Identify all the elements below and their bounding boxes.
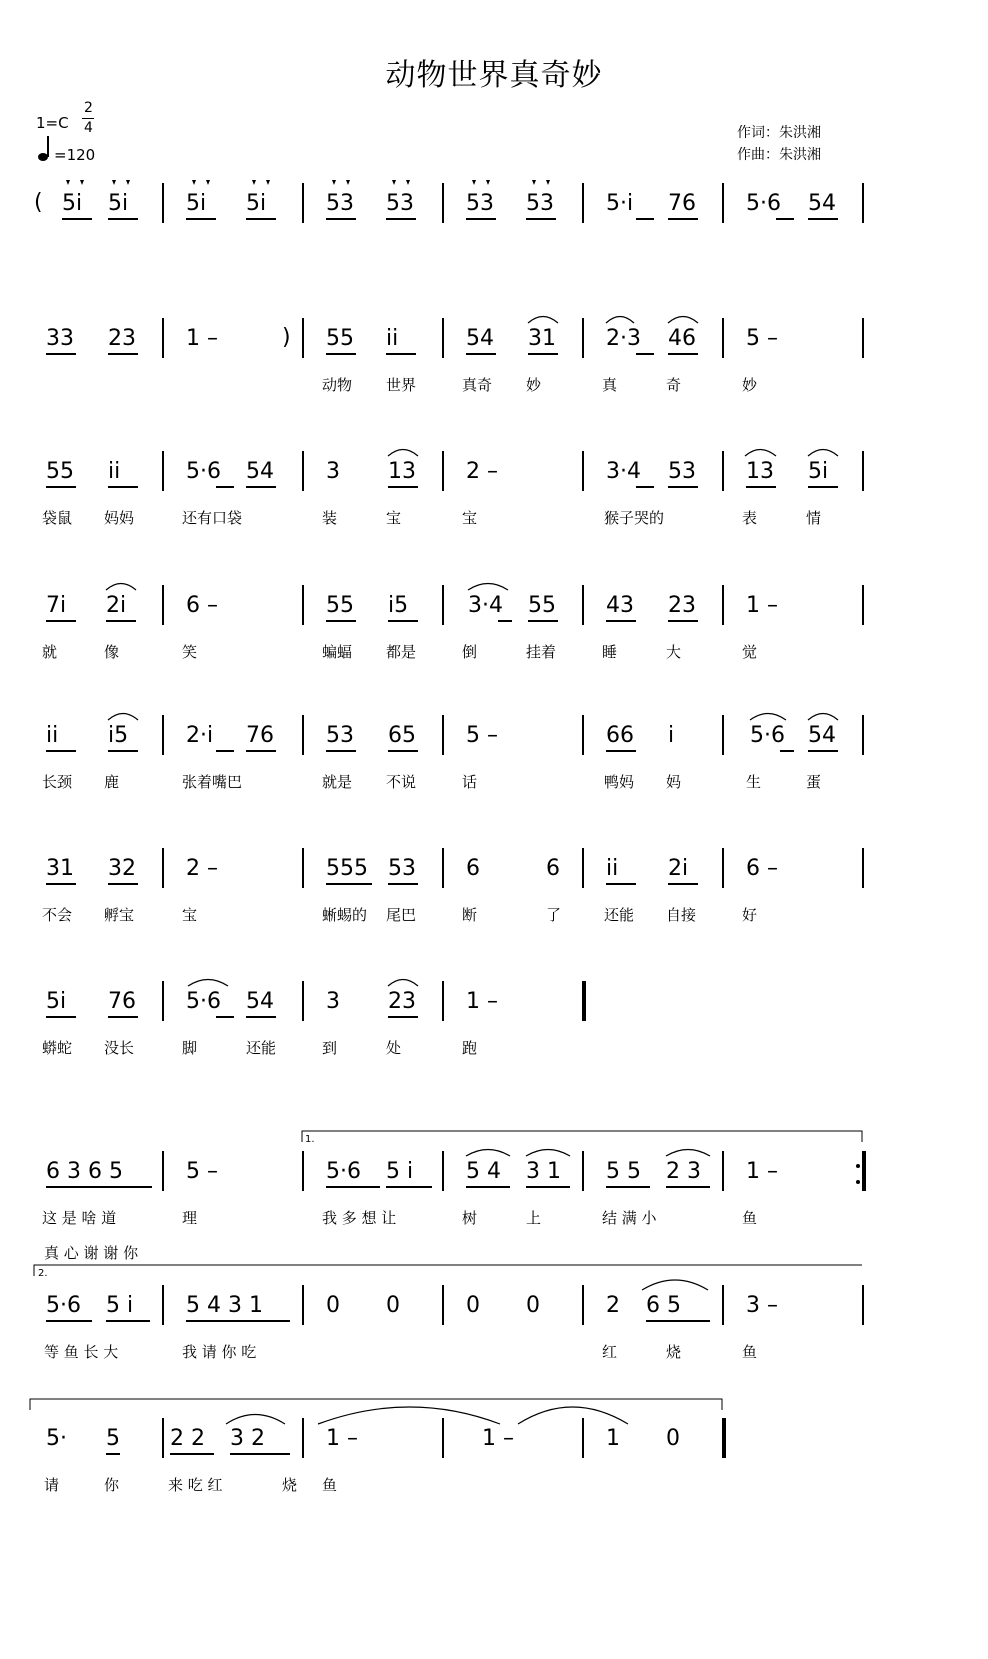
note-group: 55	[326, 593, 354, 618]
time-signature-bottom: 4	[84, 120, 93, 136]
note-group: 31	[528, 326, 556, 351]
lyric-syllable: 烧	[666, 1343, 682, 1361]
key-signature: 1=C	[36, 114, 69, 132]
lyric-syllable: 真	[602, 376, 618, 394]
note-group: 54	[246, 459, 274, 484]
lyric-syllable: 到	[322, 1039, 338, 1057]
note-group: 5 i	[386, 1159, 414, 1184]
lyric-syllable: 树	[462, 1209, 478, 1227]
note-group: 5·i	[606, 191, 634, 216]
lyric-syllable: 不会	[42, 906, 73, 924]
note-group: 5 4	[466, 1159, 501, 1184]
lyric-syllable: 妈	[666, 773, 682, 791]
lyric-syllable: 鹿	[104, 773, 120, 791]
lyric-syllable: 蝙蝠	[322, 643, 353, 661]
note-group: 53	[668, 459, 696, 484]
lyric-syllable: 还能	[246, 1039, 277, 1057]
note-group: 2	[606, 1293, 620, 1318]
note-group: 5i	[62, 191, 83, 216]
svg-text:(: (	[34, 190, 43, 215]
lyric-syllable: 鱼	[322, 1476, 338, 1494]
lyric-syllable: 长颈	[42, 773, 73, 791]
lyric-syllable: 奇	[666, 376, 682, 394]
note-group: 1 –	[326, 1426, 358, 1451]
lyric-syllable: 自接	[666, 906, 697, 924]
note-group: i	[668, 723, 675, 748]
lyric-syllable: 这 是 啥 道	[42, 1209, 117, 1227]
lyric-syllable: 就是	[322, 773, 353, 791]
lyric-syllable: 鸭妈	[604, 773, 635, 791]
note-group: 5 –	[746, 326, 778, 351]
note-group: 76	[668, 191, 696, 216]
note-group: 6	[466, 856, 480, 881]
lyric-syllable: 断	[462, 906, 478, 924]
lyric-syllable: 你	[104, 1476, 120, 1494]
lyric-syllable: 脚	[182, 1039, 198, 1057]
note-group: 3·4	[606, 459, 641, 484]
note-group: 3 –	[746, 1293, 778, 1318]
note-group: 53	[388, 856, 416, 881]
lyric-syllable: 猴子哭的	[604, 509, 665, 527]
note-group: 23	[668, 593, 696, 618]
note-group: 0	[326, 1293, 340, 1318]
lyric-syllable: 妙	[742, 376, 758, 394]
note-group: 76	[246, 723, 274, 748]
note-group: 5·6	[326, 1159, 361, 1184]
note-group: 0	[526, 1293, 540, 1318]
note-group: 7i	[46, 593, 67, 618]
lyric-syllable: 尾巴	[386, 906, 417, 924]
note-group: 54	[808, 723, 836, 748]
note-group: 6	[546, 856, 560, 881]
lyric-syllable: 鱼	[742, 1209, 758, 1227]
lyric-syllable: 还能	[604, 906, 635, 924]
note-group: 3 1	[526, 1159, 561, 1184]
lyric-syllable: 张着嘴巴	[182, 773, 243, 791]
lyric-syllable: 理	[182, 1209, 198, 1227]
note-group: ii	[108, 459, 121, 484]
page-title: 动物世界真奇妙	[385, 58, 603, 93]
note-group: 1 –	[746, 1159, 778, 1184]
lyric-syllable: 生	[746, 773, 762, 791]
lyric-syllable: 妈妈	[104, 509, 135, 527]
lyric-syllable: 真奇	[462, 376, 493, 394]
note-group: 1 –	[482, 1426, 514, 1451]
lyric-syllable: 宝	[386, 509, 402, 527]
note-group: 54	[466, 326, 494, 351]
svg-text:): )	[282, 325, 291, 350]
note-group: 5i	[246, 191, 267, 216]
lyric-syllable: 笑	[182, 643, 198, 661]
note-group: 1 –	[746, 593, 778, 618]
note-group: 5·6	[186, 989, 221, 1014]
note-group: 76	[108, 989, 136, 1014]
note-group: 53	[326, 191, 354, 216]
note-group: 2 2	[170, 1426, 205, 1451]
lyric-syllable: 世界	[386, 376, 417, 394]
lyric-syllable: 蛋	[806, 773, 822, 791]
note-group: 13	[746, 459, 774, 484]
note-group: 2·3	[606, 326, 641, 351]
note-group: 66	[606, 723, 634, 748]
note-group: 0	[386, 1293, 400, 1318]
note-group: 65	[388, 723, 416, 748]
note-group: 5 –	[466, 723, 498, 748]
lyric-syllable: 我 请 你 吃	[182, 1343, 257, 1361]
lyric-syllable: 上	[526, 1209, 542, 1227]
note-group: 0	[466, 1293, 480, 1318]
note-group: 5·	[46, 1426, 67, 1451]
note-group: 55	[528, 593, 556, 618]
lyric-syllable: 请	[44, 1476, 60, 1494]
note-group: 1	[606, 1426, 620, 1451]
note-group: ii	[46, 723, 59, 748]
note-group: 3	[326, 989, 340, 1014]
lyric-syllable: 宝	[182, 906, 198, 924]
note-group: 53	[326, 723, 354, 748]
note-group: 6 –	[746, 856, 778, 881]
note-group: 32	[108, 856, 136, 881]
note-group: 2 –	[466, 459, 498, 484]
lyric-syllable: 就	[42, 643, 58, 661]
note-group: 46	[668, 326, 696, 351]
note-group: 5·6	[46, 1293, 81, 1318]
lyric-syllable: 倒	[462, 643, 478, 661]
lyric-syllable: 情	[806, 509, 822, 527]
note-group: 5 i	[106, 1293, 134, 1318]
lyric-syllable: 睡	[602, 643, 618, 661]
note-group: 33	[46, 326, 74, 351]
lyric-syllable: 挂着	[526, 643, 557, 661]
lyric-syllable: 结 满 小	[602, 1209, 657, 1227]
note-group: 2i	[106, 593, 127, 618]
note-group: 5·6	[750, 723, 785, 748]
lyric-syllable: 还有口袋	[182, 509, 243, 527]
note-group: 54	[246, 989, 274, 1014]
note-group: i5	[388, 593, 409, 618]
lyric-syllable: 不说	[386, 773, 417, 791]
lyric-syllable: 没长	[104, 1039, 135, 1057]
note-group: 5	[106, 1426, 120, 1451]
lyric-syllable: 都是	[386, 643, 417, 661]
lyric-syllable: 我 多 想 让	[322, 1209, 397, 1227]
lyric-syllable: 跑	[462, 1039, 478, 1057]
lyric-syllable: 表	[742, 509, 758, 527]
note-group: 55	[46, 459, 74, 484]
note-group: 5i	[808, 459, 829, 484]
lyric-syllable: 蜥蜴的	[322, 906, 368, 924]
note-group: 2 –	[186, 856, 218, 881]
note-group: 23	[108, 326, 136, 351]
note-group: 53	[526, 191, 554, 216]
note-group: 31	[46, 856, 74, 881]
note-group: 2 3	[666, 1159, 701, 1184]
note-group: i5	[108, 723, 129, 748]
note-group: 13	[388, 459, 416, 484]
lyric-syllable: 蟒蛇	[42, 1039, 73, 1057]
note-group: 54	[808, 191, 836, 216]
tempo: =120	[54, 146, 96, 164]
note-group: 1 –	[186, 326, 218, 351]
lyric-syllable: 红	[602, 1343, 618, 1361]
lyric-syllable: 孵宝	[104, 906, 135, 924]
note-group: 2·i	[186, 723, 214, 748]
note-group: 5·6	[186, 459, 221, 484]
lyric-syllable: 话	[462, 773, 478, 791]
lyric-syllable: 像	[104, 643, 120, 661]
time-signature-top: 2	[84, 100, 93, 116]
note-group: 555	[326, 856, 368, 881]
volta-1-label: 1.	[305, 1134, 315, 1145]
note-group: 5 –	[186, 1159, 218, 1184]
lyric-syllable: 觉	[742, 643, 758, 661]
extra-lyric: 真 心 谢 谢 你	[44, 1244, 139, 1262]
note-group: 3	[326, 459, 340, 484]
note-group: 43	[606, 593, 634, 618]
note-group: 5 4 3 1	[186, 1293, 263, 1318]
note-group: ii	[606, 856, 619, 881]
lyric-syllable: 好	[742, 906, 758, 924]
note-group: 5 5	[606, 1159, 641, 1184]
lyric-syllable: 宝	[462, 509, 478, 527]
note-group: 53	[386, 191, 414, 216]
note-group: 3·4	[468, 593, 503, 618]
note-group: 23	[388, 989, 416, 1014]
note-group: 2i	[668, 856, 689, 881]
lyricist: 作词：朱洪湘	[737, 125, 821, 141]
lyric-syllable: 装	[322, 509, 338, 527]
note-group: 6 –	[186, 593, 218, 618]
lyric-syllable: 等 鱼 长 大	[44, 1343, 119, 1361]
composer: 作曲：朱洪湘	[737, 147, 821, 163]
note-group: 3 2	[230, 1426, 265, 1451]
lyric-syllable: 来 吃 红	[168, 1476, 223, 1494]
lyric-syllable: 处	[386, 1039, 402, 1057]
note-group: ii	[386, 326, 399, 351]
note-group: 5·6	[746, 191, 781, 216]
note-group: 0	[666, 1426, 680, 1451]
note-group: 5i	[108, 191, 129, 216]
note-group: 6 5	[646, 1293, 681, 1318]
lyric-syllable: 袋鼠	[42, 509, 73, 527]
volta-2-label: 2.	[38, 1268, 48, 1279]
note-group: 5i	[46, 989, 67, 1014]
lyric-syllable: 了	[546, 906, 562, 924]
lyric-syllable: 妙	[526, 376, 542, 394]
note-group: 5i	[186, 191, 207, 216]
lyric-syllable: 大	[666, 643, 682, 661]
lyric-syllable: 动物	[322, 376, 353, 394]
note-group: 55	[326, 326, 354, 351]
note-group: 1 –	[466, 989, 498, 1014]
note-group: 6 3 6 5	[46, 1159, 123, 1184]
lyric-syllable: 烧	[282, 1476, 298, 1494]
lyric-syllable: 鱼	[742, 1343, 758, 1361]
note-group: 53	[466, 191, 494, 216]
